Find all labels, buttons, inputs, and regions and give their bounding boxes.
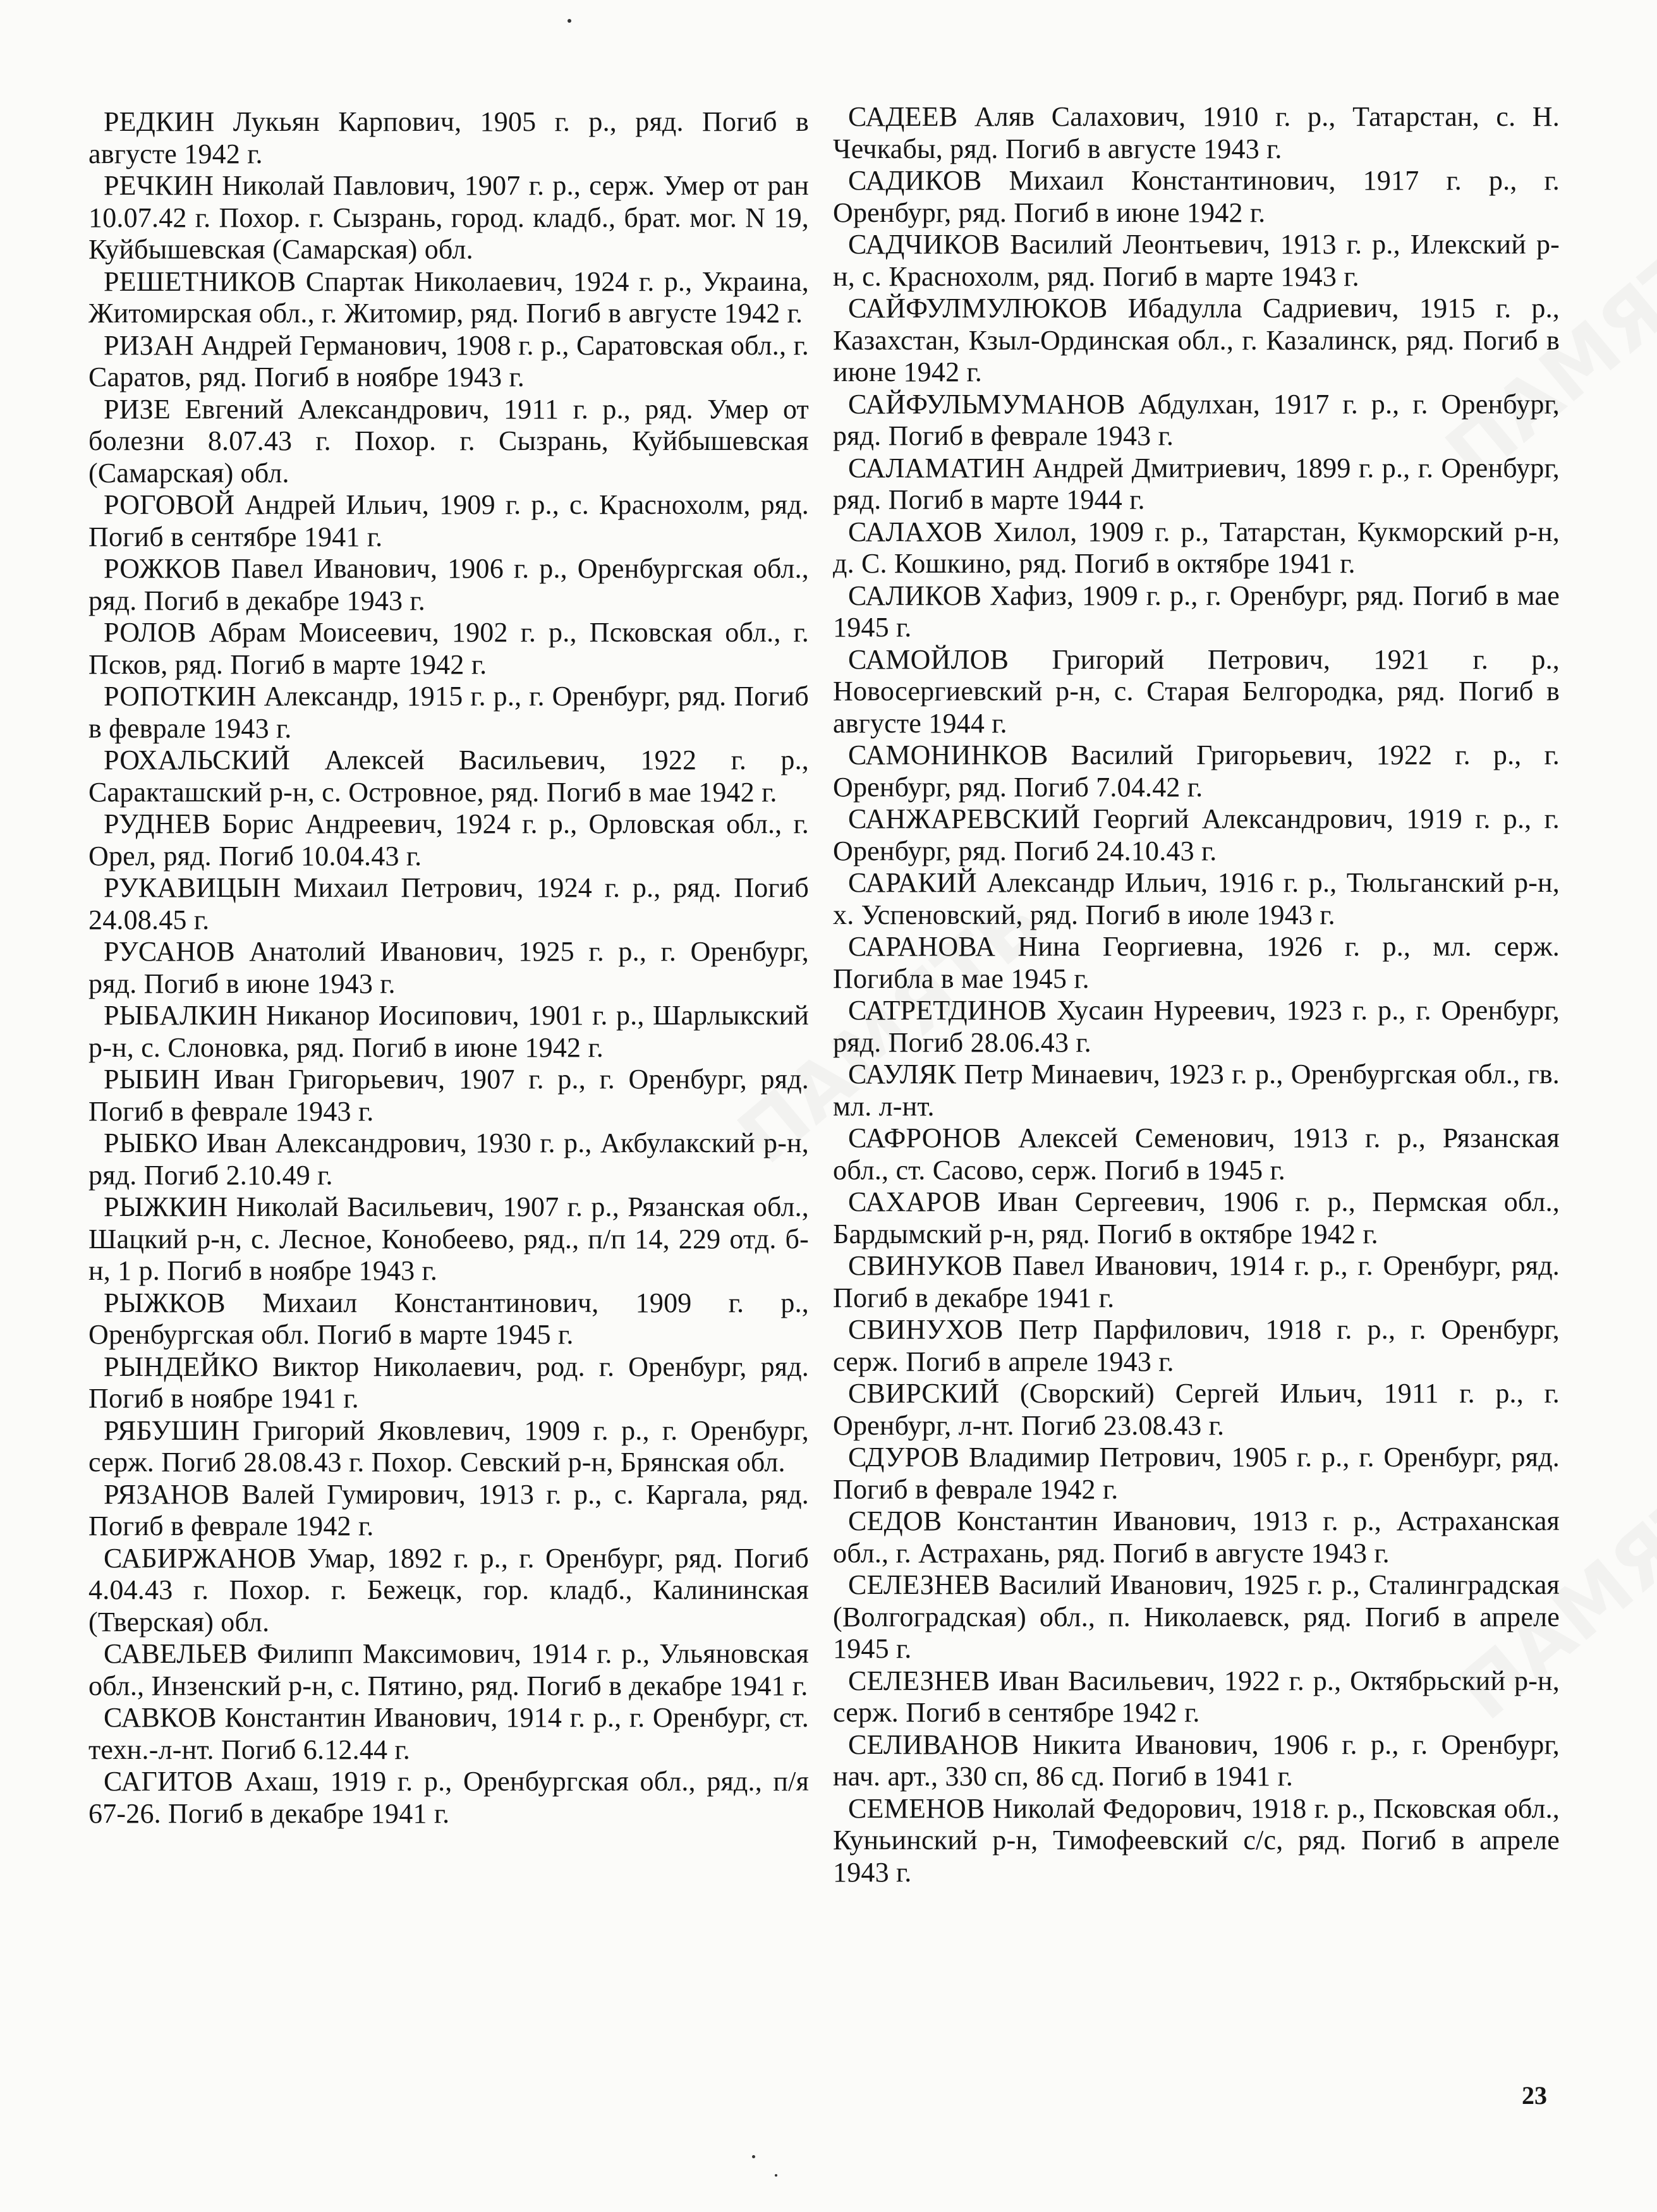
register-entry [88, 808, 809, 872]
register-entry [88, 1638, 809, 1702]
scan-speck [568, 19, 571, 23]
register-entry [833, 293, 1560, 389]
entry-details: Константин Иванович, 1913 г. р., Астраханская обл., г. Астрахань, ряд. Погиб в августе 1943 г. [833, 1505, 1560, 1569]
register-entry [88, 744, 809, 808]
register-entry [833, 739, 1560, 803]
register-entry [88, 1064, 809, 1127]
entry-surname: САЛАМАТИН [848, 452, 1025, 483]
entry-details: Умар, 1892 г. р., г. Оренбург, ряд. Погиб 4.04.43 г. Похор. г. Бежецк, гор. кладб., Калининская (Тверская) обл. [88, 1542, 809, 1638]
entry-surname: СЕДОВ [848, 1505, 942, 1536]
entry-details: Лукьян Карпович, 1905 г. р., ряд. Погиб в августе 1942 г. [88, 106, 809, 169]
entry-surname: РОЛОВ [104, 617, 197, 648]
register-entry [833, 389, 1560, 453]
entry-details: Григорий Петрович, 1921 г. р., Новосергиевский р-н, с. Старая Белгородка, ряд. Погиб в августе 1944 г. [833, 643, 1560, 739]
register-entry [88, 170, 809, 266]
entry-details: Иван Васильевич, 1922 г. р., Октябрьский р-н, серж. Погиб в сентябре 1942 г. [833, 1665, 1560, 1728]
register-entry [88, 394, 809, 490]
entry-details: Евгений Александрович, 1911 г. р., ряд. Умер от болезни 8.07.43 г. Похор. г. Сызрань, Куйбышевская (Самарская) обл. [88, 393, 809, 489]
register-entry [833, 644, 1560, 740]
entry-surname: САДИКОВ [848, 165, 982, 196]
entry-surname: СЕЛИВАНОВ [848, 1729, 1019, 1760]
register-entry [833, 229, 1560, 293]
entry-surname: РОГОВОЙ [104, 489, 235, 520]
entry-surname: РОПОТКИН [104, 681, 257, 712]
register-entry [88, 1351, 809, 1415]
register-entry [88, 1415, 809, 1479]
register-entry [833, 1569, 1560, 1665]
entry-details: Андрей Ильич, 1909 г. р., с. Краснохолм, ряд. Погиб в сентябре 1941 г. [88, 489, 810, 552]
entry-surname: САВЕЛЬЕВ [104, 1638, 248, 1669]
register-entry [833, 995, 1560, 1059]
entry-surname: САФРОНОВ [848, 1122, 1002, 1153]
entry-details: Борис Андреевич, 1924 г. р., Орловская обл., г. Орел, ряд. Погиб 10.04.43 г. [88, 808, 809, 872]
register-entry [88, 617, 809, 681]
entry-details: Василий Иванович, 1925 г. р., Сталинградская (Волгоградская) обл., п. Николаевск, ряд. Погиб в апреле 1945 г. [833, 1569, 1560, 1664]
left-column [88, 106, 809, 1830]
entry-details: Александр Ильич, 1916 г. р., Тюльганский р-н, х. Успеновский, ряд. Погиб в июле 1943 г. [833, 867, 1560, 930]
register-entry [833, 101, 1560, 165]
entry-details: Владимир Петрович, 1905 г. р., г. Оренбург, ряд. Погиб в феврале 1942 г. [833, 1442, 1560, 1505]
entry-details: Абрам Моисеевич, 1902 г. р., Псковская обл., г. Псков, ряд. Погиб в марте 1942 г. [88, 617, 809, 680]
entry-surname: РОЖКОВ [104, 553, 221, 584]
entry-surname: САЛИКОВ [848, 580, 982, 611]
entry-details: Хусаин Нуреевич, 1923 г. р., г. Оренбург, ряд. Погиб 28.06.43 г. [833, 995, 1560, 1058]
entry-details: Алексей Семенович, 1913 г. р., Рязанская обл., ст. Сасово, серж. Погиб в 1945 г. [833, 1122, 1560, 1186]
register-entry [88, 489, 809, 553]
entry-surname: РЫЖКОВ [104, 1287, 226, 1318]
entry-surname: РУДНЕВ [104, 808, 211, 839]
entry-details: Анатолий Иванович, 1925 г. р., г. Оренбург, ряд. Погиб в июне 1943 г. [88, 936, 809, 999]
register-entry [88, 1479, 809, 1543]
entry-details: Александр, 1915 г. р., г. Оренбург, ряд. Погиб в феврале 1943 г. [88, 681, 810, 744]
register-entry [833, 580, 1560, 644]
entry-details: Аляв Салахович, 1910 г. р., Татарстан, с. Н. Чечкабы, ряд. Погиб в августе 1943 г. [833, 101, 1560, 164]
entry-details: Василий Леонтьевич, 1913 г. р., Илекский р-н, с. Краснохолм, ряд. Погиб в марте 1943 г. [833, 229, 1560, 292]
entry-surname: САРАКИЙ [848, 867, 977, 898]
register-entry [833, 1059, 1560, 1122]
entry-surname: РЫБАЛКИН [104, 1000, 258, 1031]
entry-details: Андрей Дмитриевич, 1899 г. р., г. Оренбург, ряд. Погиб в марте 1944 г. [833, 452, 1560, 515]
entry-details: Михаил Константинович, 1909 г. р., Оренбургская обл. Погиб в марте 1945 г. [88, 1287, 809, 1350]
entry-details: Хафиз, 1909 г. р., г. Оренбург, ряд. Погиб в мае 1945 г. [833, 580, 1560, 643]
entry-surname: РЫНДЕЙКО [104, 1351, 258, 1382]
entry-details: Иван Сергеевич, 1906 г. р., Пермская обл., Бардымский р-н, ряд. Погиб в октябре 1942 г. [833, 1186, 1560, 1249]
entry-surname: САХАРОВ [848, 1186, 981, 1217]
entry-surname: САТРЕТДИНОВ [848, 995, 1047, 1026]
entry-details: Петр Парфилович, 1918 г. р., г. Оренбург, серж. Погиб в апреле 1943 г. [833, 1314, 1560, 1377]
entry-surname: СВИНУХОВ [848, 1314, 1004, 1345]
entry-details: Ахаш, 1919 г. р., Оренбургская обл., ряд., п/я 67-26. Погиб в декабре 1941 г. [88, 1766, 810, 1829]
entry-details: Георгий Александрович, 1919 г. р., г. Оренбург, ряд. Погиб 24.10.43 г. [833, 803, 1560, 866]
entry-surname: РЫБКО [104, 1127, 198, 1158]
entry-details: Валей Гумирович, 1913 г. р., с. Каргала, ряд. Погиб в феврале 1942 г. [88, 1478, 809, 1541]
entry-details: Спартак Николаевич, 1924 г. р., Украина, Житомирская обл., г. Житомир, ряд. Погиб в августе 1942 г. [88, 265, 810, 329]
register-entry [833, 867, 1560, 931]
entry-surname: РЯБУШИН [104, 1414, 240, 1446]
register-entry [833, 1729, 1560, 1793]
entry-surname: РУСАНОВ [104, 936, 235, 967]
entry-surname: РОХАЛЬСКИЙ [104, 744, 291, 775]
entry-surname: РЯЗАНОВ [104, 1478, 230, 1510]
entry-surname: РЕШЕТНИКОВ [104, 265, 296, 297]
register-entry [88, 1287, 809, 1351]
register-entry [88, 872, 809, 936]
entry-details: Иван Александрович, 1930 г. р., Акбулакский р-н, ряд. Погиб 2.10.49 г. [88, 1127, 810, 1191]
register-entry [833, 803, 1560, 867]
entry-details: Нина Георгиевна, 1926 г. р., мл. серж. Погибла в мае 1945 г. [833, 931, 1560, 994]
register-entry [88, 266, 809, 330]
register-entry [88, 106, 809, 170]
scan-speck [752, 2155, 755, 2158]
register-entry [833, 1442, 1560, 1505]
register-entry [88, 681, 809, 744]
entry-surname: СВИРСКИЙ [848, 1378, 1000, 1409]
entry-surname: САБИРЖАНОВ [104, 1542, 296, 1574]
register-entry [833, 1665, 1560, 1729]
entry-details: Филипп Максимович, 1914 г. р., Ульяновская обл., Инзенский р-н, с. Пятино, ряд. Погиб в декабре 1941 г. [88, 1638, 809, 1701]
entry-details: Петр Минаевич, 1923 г. р., Оренбургская обл., гв. мл. л-нт. [833, 1059, 1560, 1122]
register-entry [88, 1766, 809, 1830]
entry-surname: РИЗАН [104, 329, 194, 361]
entry-details: Павел Иванович, 1914 г. р., г. Оренбург, ряд. Погиб в декабре 1941 г. [833, 1250, 1560, 1313]
entry-surname: СВИНУКОВ [848, 1250, 1003, 1281]
entry-surname: РЫБИН [104, 1064, 200, 1095]
register-entry [833, 1793, 1560, 1889]
register-entry [833, 1314, 1560, 1378]
entry-surname: РЕЧКИН [104, 170, 214, 201]
entry-surname: РИЗЕ [104, 393, 171, 425]
entry-details: Хилол, 1909 г. р., Татарстан, Кукморский р-н, д. С. Кошкино, ряд. Погиб в октябре 1941 г. [833, 516, 1560, 579]
entry-surname: РЕДКИН [104, 106, 215, 137]
entry-surname: СЕМЕНОВ [848, 1792, 985, 1824]
entry-surname: САДЕЕВ [848, 101, 958, 132]
entry-details: Николай Павлович, 1907 г. р., серж. Умер от ран 10.07.42 г. Похор. г. Сызрань, город. кладб., брат. мог. N 19, Куйбышевская (Самарская) обл. [88, 170, 809, 265]
entry-surname: РЫЖКИН [104, 1191, 228, 1222]
register-entry [833, 1122, 1560, 1186]
entry-details: Николай Васильевич, 1907 г. р., Рязанская обл., Шацкий р-н, с. Лесное, Конобеево, ряд., п/п 14, 229 отд. б-н, 1 р. Погиб в ноябре 1943 г. [88, 1191, 809, 1286]
entry-details: Андрей Германович, 1908 г. р., Саратовская обл., г. Саратов, ряд. Погиб в ноябре 1943 г. [88, 329, 809, 392]
scan-speck [775, 2174, 777, 2177]
register-entry [833, 453, 1560, 516]
entry-surname: САМОЙЛОВ [848, 643, 1009, 675]
entry-details: Никита Иванович, 1906 г. р., г. Оренбург, нач. арт., 330 сп, 86 сд. Погиб в 1941 г. [833, 1729, 1560, 1792]
register-entry [88, 330, 809, 394]
entry-surname: САМОНИНКОВ [848, 739, 1048, 770]
entry-surname: САУЛЯК [848, 1059, 956, 1090]
register-entry [833, 1378, 1560, 1442]
right-column [833, 101, 1560, 1888]
entry-surname: СЕЛЕЗНЕВ [848, 1665, 990, 1696]
entry-details: Василий Григорьевич, 1922 г. р., г. Оренбург, ряд. Погиб 7.04.42 г. [833, 739, 1560, 803]
entry-details: Павел Иванович, 1906 г. р., Оренбургская обл., ряд. Погиб в декабре 1943 г. [88, 553, 809, 616]
page-number: 23 [1522, 2081, 1547, 2110]
register-entry [88, 1000, 809, 1064]
entry-details: Иван Григорьевич, 1907 г. р., г. Оренбург, ряд. Погиб в феврале 1943 г. [88, 1064, 809, 1127]
entry-details: Константин Иванович, 1914 г. р., г. Оренбург, ст. техн.-л-нт. Погиб 6.12.44 г. [88, 1702, 809, 1765]
entry-surname: СЕЛЕЗНЕВ [848, 1569, 990, 1600]
entry-details: Ибадулла Садриевич, 1915 г. р., Казахстан, Кзыл-Ординская обл., г. Казалинск, ряд. Погиб в июне 1942 г. [833, 293, 1560, 387]
entry-details: Никанор Иосипович, 1901 г. р., Шарлыкский р-н, с. Слоновка, ряд. Погиб в июне 1942 г. [88, 1000, 809, 1063]
entry-surname: САНЖАРЕВСКИЙ [848, 803, 1081, 834]
register-entry [833, 1505, 1560, 1569]
entry-details: (Сворский) Сергей Ильич, 1911 г. р., г. Оренбург, л-нт. Погиб 23.08.43 г. [833, 1378, 1560, 1441]
register-entry [88, 553, 809, 617]
register-entry [88, 1543, 809, 1639]
entry-surname: САДЧИКОВ [848, 229, 1000, 260]
entry-details: Григорий Яковлевич, 1909 г. р., г. Оренбург, серж. Погиб 28.08.43 г. Похор. Севский р-н, Брянская обл. [88, 1414, 810, 1478]
register-entry [833, 931, 1560, 995]
entry-details: Николай Федорович, 1918 г. р., Псковская обл., Куньинский р-н, Тимофеевский с/с, ряд. Погиб в апреле 1943 г. [833, 1792, 1560, 1888]
entry-details: Абдулхан, 1917 г. р., г. Оренбург, ряд. Погиб в феврале 1943 г. [833, 388, 1560, 451]
entry-surname: САЛАХОВ [848, 516, 983, 547]
entry-details: Михаил Константинович, 1917 г. р., г. Оренбург, ряд. Погиб в июне 1942 г. [833, 165, 1560, 228]
register-entry [88, 1127, 809, 1191]
entry-details: Алексей Васильевич, 1922 г. р., Саракташский р-н, с. Островное, ряд. Погиб в мае 1942 г. [88, 744, 809, 808]
register-entry [88, 936, 809, 1000]
entry-surname: РУКАВИЦЫН [104, 872, 281, 903]
entry-surname: САГИТОВ [104, 1766, 233, 1797]
entry-surname: СДУРОВ [848, 1442, 960, 1473]
entry-surname: САЙФУЛЬМУМАНОВ [848, 388, 1126, 420]
entry-details: Михаил Петрович, 1924 г. р., ряд. Погиб 24.08.45 г. [88, 872, 809, 935]
register-entry [833, 165, 1560, 229]
entry-surname: САЙФУЛМУЛЮКОВ [848, 293, 1108, 324]
register-entry [88, 1191, 809, 1287]
register-entry [833, 516, 1560, 580]
register-entry [833, 1250, 1560, 1314]
entry-surname: САВКОВ [104, 1702, 217, 1733]
entry-surname: САРАНОВА [848, 931, 996, 962]
entry-details: Виктор Николаевич, род. г. Оренбург, ряд. Погиб в ноябре 1941 г. [88, 1351, 809, 1414]
register-entry [88, 1702, 809, 1766]
register-entry [833, 1186, 1560, 1250]
